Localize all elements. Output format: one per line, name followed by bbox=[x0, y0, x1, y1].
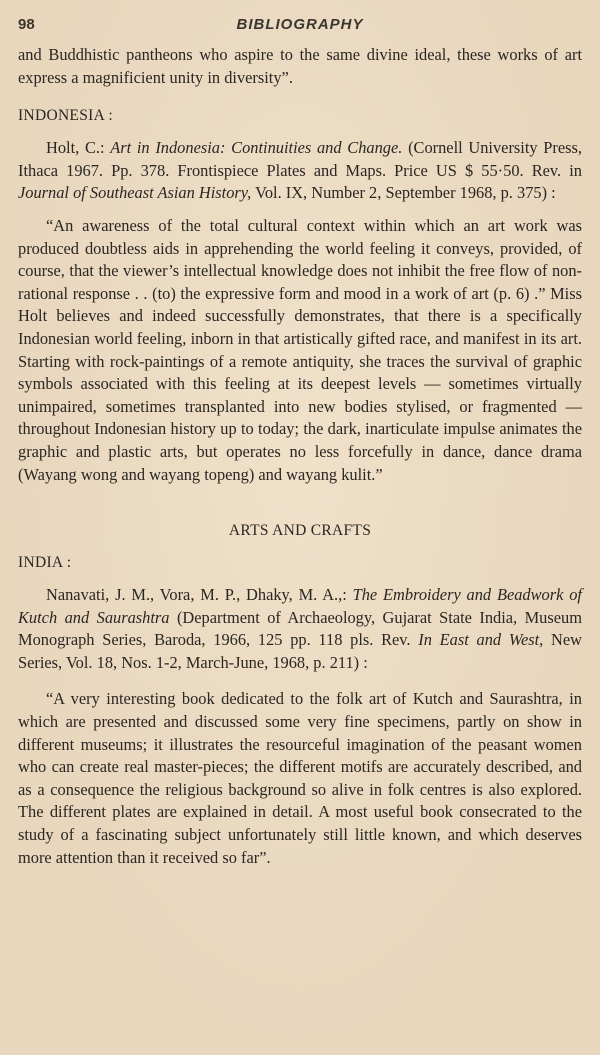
subsection-heading-india: INDIA : bbox=[18, 554, 72, 572]
bibliography-entry-nanavati bbox=[18, 584, 582, 674]
bibliography-entry-holt bbox=[18, 137, 582, 205]
entry-author: Nanavati, J. M., Vora, M. P., Dhaky, M. A.,: bbox=[46, 585, 347, 605]
page-header bbox=[18, 14, 582, 44]
section-heading-indonesia: INDONESIA : bbox=[18, 107, 114, 125]
running-title: BIBLIOGRAPHY bbox=[236, 16, 364, 33]
entry-details-end: New Series, Vol. 18, Nos. 1-2, March-June, 1968, p. 211) : bbox=[18, 630, 582, 672]
entry-details: (Cornell University Press, Ithaca 1967. Pp. 378. Frontispiece Plates and Maps. Price US $ 55·50. Rev. in bbox=[18, 138, 582, 180]
entry-author: Holt, C.: bbox=[46, 138, 105, 158]
entry-journal: In East and West, bbox=[418, 630, 544, 650]
entry-details: (Department of Archaeology, Gujarat State India, Museum Monograph Series, Baroda, 1966, 125 pp. 118 pls. Rev. bbox=[18, 607, 582, 650]
intro-paragraph: and Buddhistic pantheons who aspire to the same divine ideal, these works of art express a magnificient unity in diversity”. bbox=[18, 45, 582, 87]
section-heading-arts-crafts: ARTS AND CRAFTS bbox=[228, 522, 372, 540]
entry-details-end: Vol. IX, Number 2, September 1968, p. 375) : bbox=[255, 183, 556, 203]
entry-title: The Embroidery and Beadwork of Kutch and Saurashtra bbox=[18, 585, 582, 627]
entry-journal: Journal of Southeast Asian History, bbox=[18, 183, 252, 203]
entry-title: Art in Indonesia: Continuities and Change. bbox=[110, 138, 403, 158]
review-paragraph-holt: “An awareness of the total cultural context within which an art work was produced doubtless aids in apprehending the world feeling it conveys, provided, of course, that the viewer’s intellectual knowledge does not inhibit the free flow of non-rational response . . (to) the expressive form and mood in a work of art (p. 6) .” Miss Holt believes and indeed successfully demonstrates, that there is a specifically Indonesian world feeling, inborn in that artistically gifted race, and manifest in its art. Starting with rock-paintings of a remote antiquity, she traces the survival of graphic symbols associated with this feeling at its deepest levels — sometimes virtually unimpaired, sometimes transplanted into new bodies stylised, or fragmented — throughout Indonesian history up to today; the dark, inarticulate impulse animates the graphic and plastic arts, but operates no less forcefully in dance, dance drama (Wayang wong and wayang topeng) and wayang kulit.” bbox=[18, 215, 582, 484]
review-paragraph-nanavati: “A very interesting book dedicated to the folk art of Kutch and Saurashtra, in which are presented and discussed some very fine specimens, partly on show in different museums; it illustrates the resourceful imagination of the peasant women who can create real master-pieces; the different motifs are accurately described, and as a consequence the religious background so alive in folk centres is also explored. The different plates are explained in detail. A most useful book consecrated to the study of a fascinating subject unfortunately still little known, and which deserves more attention than it received so far”. bbox=[18, 689, 582, 867]
page-number: 98 bbox=[18, 16, 35, 33]
